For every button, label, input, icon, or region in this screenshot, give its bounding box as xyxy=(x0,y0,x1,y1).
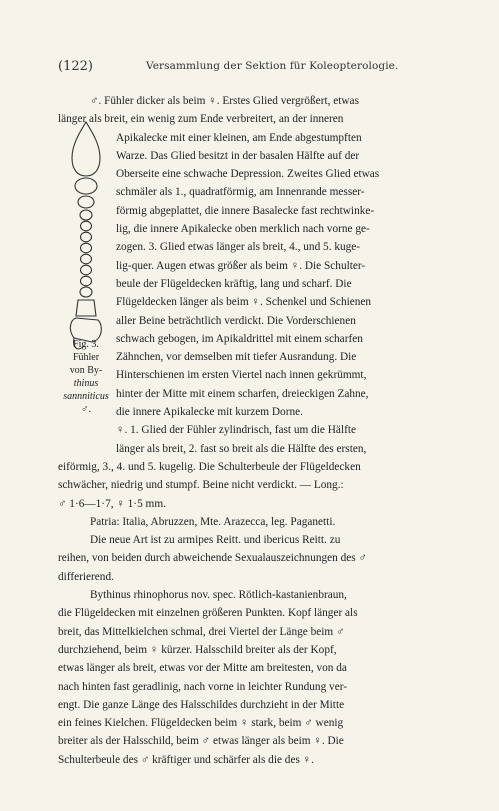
text-line: engt. Die ganze Länge des Halsschildes durchzieht in der Mitte xyxy=(58,698,345,711)
text-line: schmäler als 1., quadratförmig, am Innenrande messer- xyxy=(116,186,365,199)
text-line: differierend. xyxy=(58,570,114,583)
figure-caption-line: thinus xyxy=(73,378,99,389)
text-line: Patria: Italia, Abruzzen, Mte. Arazecca, leg. Paganetti. xyxy=(90,515,336,528)
figure-caption-line: von By- xyxy=(69,365,103,376)
text-line: aller Beine beträchtlich verdickt. Die Vorderschienen xyxy=(116,314,356,327)
text-line: Warze. Das Glied besitzt in der basalen Hälfte auf der xyxy=(116,149,360,162)
text-line: ♂ 1·6—1·7, ♀ 1·5 mm. xyxy=(58,497,166,510)
text-line: beule der Flügeldecken kräftig, lang und scharf. Die xyxy=(116,277,352,290)
text-line: Flügeldecken länger als beim ♀. Schenkel und Schienen xyxy=(116,296,372,309)
text-line: Hinterschienen im ersten Viertel nach innen gekrümmt, xyxy=(116,369,367,382)
text-line: ein feines Kielchen. Flügeldecken beim ♀ stark, beim ♂ wenig xyxy=(58,717,344,730)
text-line: lig-quer. Augen etwas größer als beim ♀. Die Schulter- xyxy=(116,259,366,272)
text-line: schwächer, niedrig und stumpf. Beine nicht verdickt. — Long.: xyxy=(58,479,344,492)
text-line: Schulterbeule des ♂ kräftiger und schärfer als die des ♀. xyxy=(58,753,314,766)
text-line: breit, das Mittelkielchen schmal, drei Viertel der Länge beim ♂ xyxy=(58,625,345,638)
text-line: die innere Apikalecke mit kurzem Dorne. xyxy=(116,406,303,419)
text-line: zogen. 3. Glied etwas länger als breit, 4., und 5. kuge- xyxy=(116,241,361,254)
text-line: reihen, von beiden durch abweichende Sexualauszeichnungen des ♂ xyxy=(58,552,367,565)
body-text xyxy=(58,92,476,769)
text-line: etwas länger als breit, etwas vor der Mitte am breitesten, von da xyxy=(58,662,347,675)
text-line: lig, die innere Apikalecke oben merklich nach vorne ge- xyxy=(116,223,370,236)
text-line: schwach gebogen, im Apikaldrittel mit einem scharfen xyxy=(116,332,363,345)
page-number: (122) xyxy=(58,59,93,74)
text-line: die Flügeldecken mit einzelnen größeren Punkten. Kopf länger als xyxy=(58,607,358,620)
text-line: Oberseite eine schwache Depression. Zweites Glied etwas xyxy=(116,168,380,181)
figure-label: Fig. 3. xyxy=(73,339,99,350)
text-line: länger als breit, ein wenig zum Ende verbreitert, an der inneren xyxy=(58,113,344,126)
text-line: förmig abgeplattet, die innere Basalecke fast rechtwinke- xyxy=(116,204,375,217)
text-line: durchziehend, beim ♀ kürzer. Halsschild breiter als der Kopf, xyxy=(58,643,337,656)
text-line: nach hinten fast geradlinig, nach vorne in leichter Rundung ver- xyxy=(58,680,348,693)
figure-caption-line: Fühler xyxy=(72,352,100,363)
figure-caption-line: sannniticus xyxy=(63,391,109,402)
text-line: Die neue Art ist zu armipes Reitt. und ibericus Reitt. zu xyxy=(90,534,341,547)
text-line: breiter als der Halsschild, beim ♂ etwas länger als beim ♀. Die xyxy=(58,735,344,748)
text-line: Bythinus rhinophorus nov. spec. Rötlich-kastanienbraun, xyxy=(90,589,347,602)
running-title: Versammlung der Sektion für Koleopterologie. xyxy=(146,60,399,72)
figure-caption-line: ♂. xyxy=(81,404,91,415)
text-line: hinter der Mitte mit einem scharfen, dreieckigen Zahne, xyxy=(116,387,369,400)
text-line: Apikalecke mit einer kleinen, am Ende abgestumpften xyxy=(116,131,362,144)
text-line: eiförmig, 3., 4. und 5. kugelig. Die Schulterbeule der Flügeldecken xyxy=(58,460,361,473)
text-line: ♂. Fühler dicker als beim ♀. Erstes Glied vergrößert, etwas xyxy=(90,95,359,107)
text-line: Zähnchen, vor demselben mit tiefer Ausrandung. Die xyxy=(116,351,357,364)
text-line: länger als breit, 2. fast so breit als die Hälfte des ersten, xyxy=(116,442,367,455)
text-line: ♀. 1. Glied der Fühler zylindrisch, fast um die Hälfte xyxy=(116,424,356,437)
